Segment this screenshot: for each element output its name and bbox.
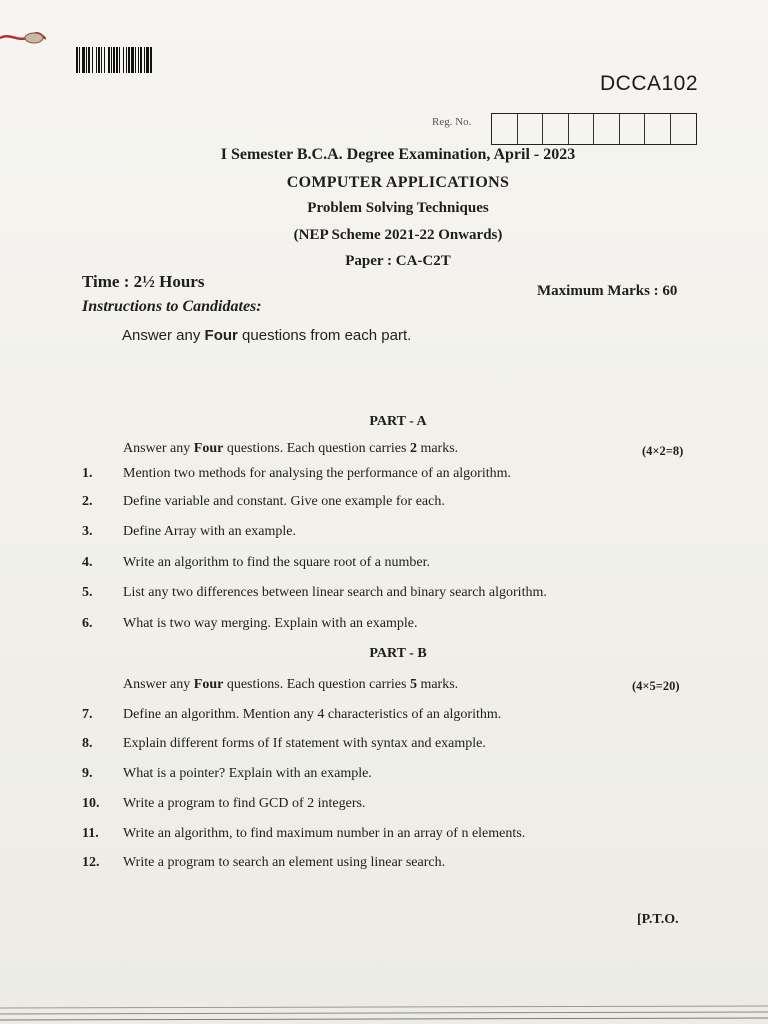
- question-number: 8.: [82, 736, 93, 751]
- reg-no-box[interactable]: [671, 114, 697, 144]
- question-number: 10.: [82, 796, 100, 811]
- question-number: 11.: [82, 826, 99, 841]
- instructions-text: Answer any Four questions from each part.: [122, 327, 412, 344]
- question-text: Write an algorithm to find the square root of a number.: [123, 555, 430, 570]
- please-turn-over: [P.T.O.: [637, 912, 679, 927]
- part-b-heading: PART - B: [369, 646, 427, 661]
- reg-no-box[interactable]: [543, 114, 569, 144]
- question-number: 2.: [82, 494, 93, 509]
- question-number: 3.: [82, 524, 93, 539]
- paper-stack-edge: [0, 1002, 768, 1024]
- paper-number: Paper : CA-C2T: [345, 253, 451, 269]
- exam-title: I Semester B.C.A. Degree Examination, April - 2023: [220, 146, 576, 163]
- question-text: Define an algorithm. Mention any 4 characteristics of an algorithm.: [123, 707, 502, 722]
- question-text: Mention two methods for analysing the performance of an algorithm.: [123, 466, 512, 481]
- question-text: Write a program to find GCD of 2 integers.: [123, 796, 366, 811]
- instructions-heading: Instructions to Candidates:: [82, 298, 262, 315]
- reg-no-box[interactable]: [569, 114, 595, 144]
- question-text: Write a program to search an element using linear search.: [123, 855, 446, 870]
- staple-mark-icon: [0, 30, 46, 46]
- course-title: Problem Solving Techniques: [307, 200, 489, 216]
- question-number: 9.: [82, 766, 93, 781]
- question-text: What is two way merging. Explain with an example.: [123, 616, 418, 631]
- reg-no-box[interactable]: [492, 114, 518, 144]
- reg-no-box[interactable]: [620, 114, 646, 144]
- reg-no-box[interactable]: [594, 114, 620, 144]
- part-b-marks: (4×5=20): [632, 679, 680, 693]
- question-text: Write an algorithm, to find maximum number in an array of n elements.: [123, 826, 526, 841]
- question-number: 1.: [82, 466, 93, 481]
- question-number: 4.: [82, 555, 93, 570]
- part-a-marks: (4×2=8): [642, 444, 684, 458]
- question-number: 6.: [82, 616, 93, 631]
- question-text: Explain different forms of If statement with syntax and example.: [123, 736, 486, 751]
- part-a-heading: PART - A: [369, 414, 427, 429]
- time-allowed: Time : 2½ Hours: [82, 272, 205, 291]
- reg-no-box[interactable]: [518, 114, 544, 144]
- maximum-marks: Maximum Marks : 60: [537, 283, 678, 299]
- question-text: What is a pointer? Explain with an example.: [123, 766, 372, 781]
- question-text: Define variable and constant. Give one example for each.: [123, 494, 445, 509]
- question-number: 12.: [82, 855, 100, 870]
- reg-no-box[interactable]: [645, 114, 671, 144]
- reg-no-boxes[interactable]: [491, 113, 697, 145]
- scheme-title: (NEP Scheme 2021-22 Onwards): [293, 227, 503, 243]
- question-number: 7.: [82, 707, 93, 722]
- barcode: [76, 47, 188, 73]
- part-a-instructions: Answer any Four questions. Each question carries 2 marks.: [123, 441, 459, 456]
- question-number: 5.: [82, 585, 93, 600]
- question-text: List any two differences between linear search and binary search algorithm.: [123, 585, 547, 600]
- part-b-instructions: Answer any Four questions. Each question carries 5 marks.: [123, 677, 459, 692]
- reg-no-label: Reg. No.: [432, 116, 472, 128]
- subject-title: COMPUTER APPLICATIONS: [286, 174, 510, 191]
- question-text: Define Array with an example.: [123, 524, 296, 539]
- paper-code: DCCA102: [600, 72, 699, 95]
